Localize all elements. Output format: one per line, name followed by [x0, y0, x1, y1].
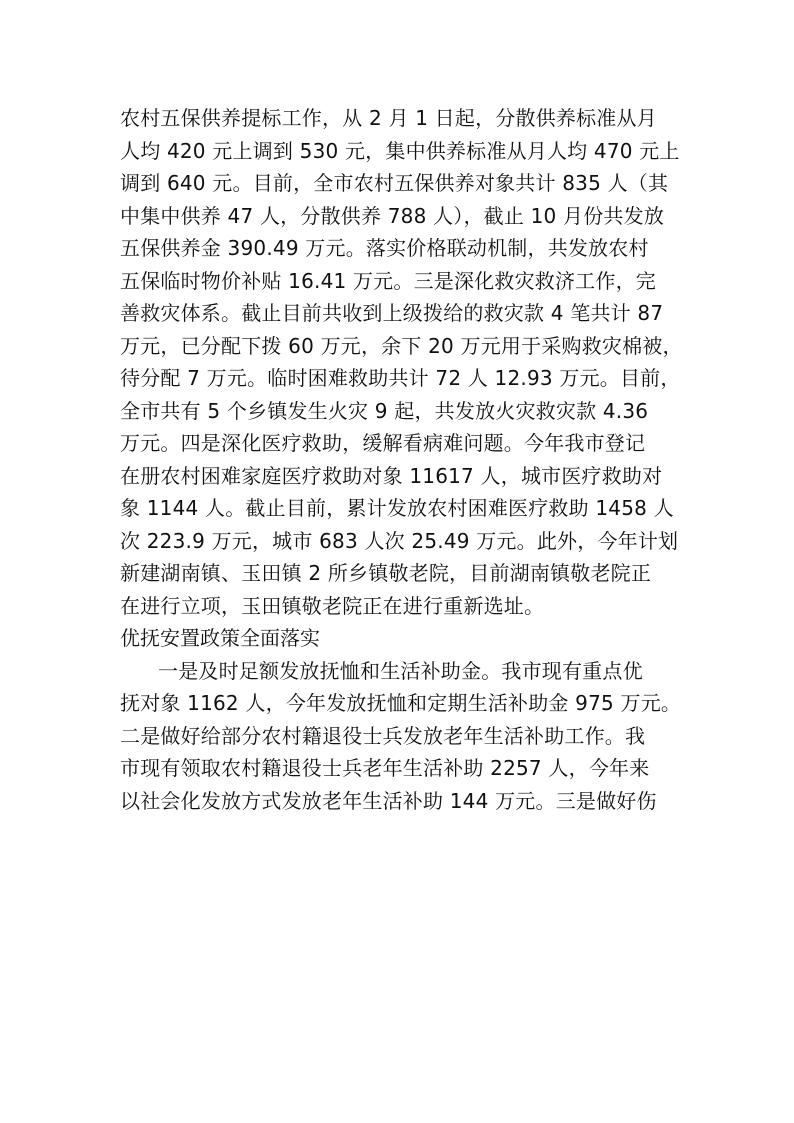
paragraph-line: 万元。四是深化医疗救助，缓解看病难问题。今年我市登记: [120, 431, 646, 455]
paragraph-line: 五保供养金 390.49 万元。落实价格联动机制，共发放农村: [120, 236, 649, 260]
paragraph-line: 万元，已分配下拨 60 万元，余下 20 万元用于采购救灾棉被，: [120, 333, 683, 358]
paragraph-line: 农村五保供养提标工作，从 2 月 1 日起，分散供养标准从月: [120, 106, 657, 130]
paragraph-line: 善救灾体系。截止目前共收到上级拨给的救灾款 4 笔共计 87: [120, 301, 664, 325]
paragraph-line: 抚对象 1162 人，今年发放抚恤和定期生活补助金 975 万元。: [120, 691, 682, 715]
paragraph-line: 人均 420 元上调到 530 元，集中供养标准从月人均 470 元上: [120, 138, 680, 163]
paragraph-line: 调到 640 元。目前，全市农村五保供养对象共计 835 人（其: [120, 171, 669, 195]
paragraph-line: 以社会化发放方式发放老年生活补助 144 万元。三是做好伤: [120, 788, 657, 813]
section-heading: 优抚安置政策全面落实: [120, 626, 320, 650]
paragraph-line: 二是做好给部分农村籍退役士兵发放老年生活补助工作。我: [120, 723, 646, 748]
paragraph-line: 次 223.9 万元，城市 683 人次 25.49 万元。此外，今年计划: [120, 528, 679, 553]
paragraph-line: 五保临时物价补贴 16.41 万元。三是深化救灾救济工作，完: [120, 268, 656, 293]
paragraph-line: 待分配 7 万元。临时困难救助共计 72 人 12.93 万元。目前，: [120, 366, 681, 390]
paragraph-line: 在进行立项，玉田镇敬老院正在进行重新选址。: [120, 593, 545, 618]
paragraph-line: 一是及时足额发放抚恤和生活补助金。我市现有重点优: [158, 658, 643, 683]
paragraph-line: 新建湖南镇、玉田镇 2 所乡镇敬老院，目前湖南镇敬老院正: [120, 561, 652, 585]
paragraph-line: 全市共有 5 个乡镇发生火灾 9 起，共发放火灾救灾款 4.36: [120, 398, 649, 423]
document-body: [120, 102, 686, 817]
paragraph-line: 中集中供养 47 人，分散供养 788 人），截止 10 月份共发放: [120, 203, 665, 228]
paragraph-line: 象 1144 人。截止目前，累计发放农村困难医疗救助 1458 人: [120, 496, 674, 520]
paragraph-line: 在册农村困难家庭医疗救助对象 11617 人，城市医疗救助对: [120, 463, 663, 488]
paragraph-line: 市现有领取农村籍退役士兵老年生活补助 2257 人，今年来: [120, 756, 650, 780]
